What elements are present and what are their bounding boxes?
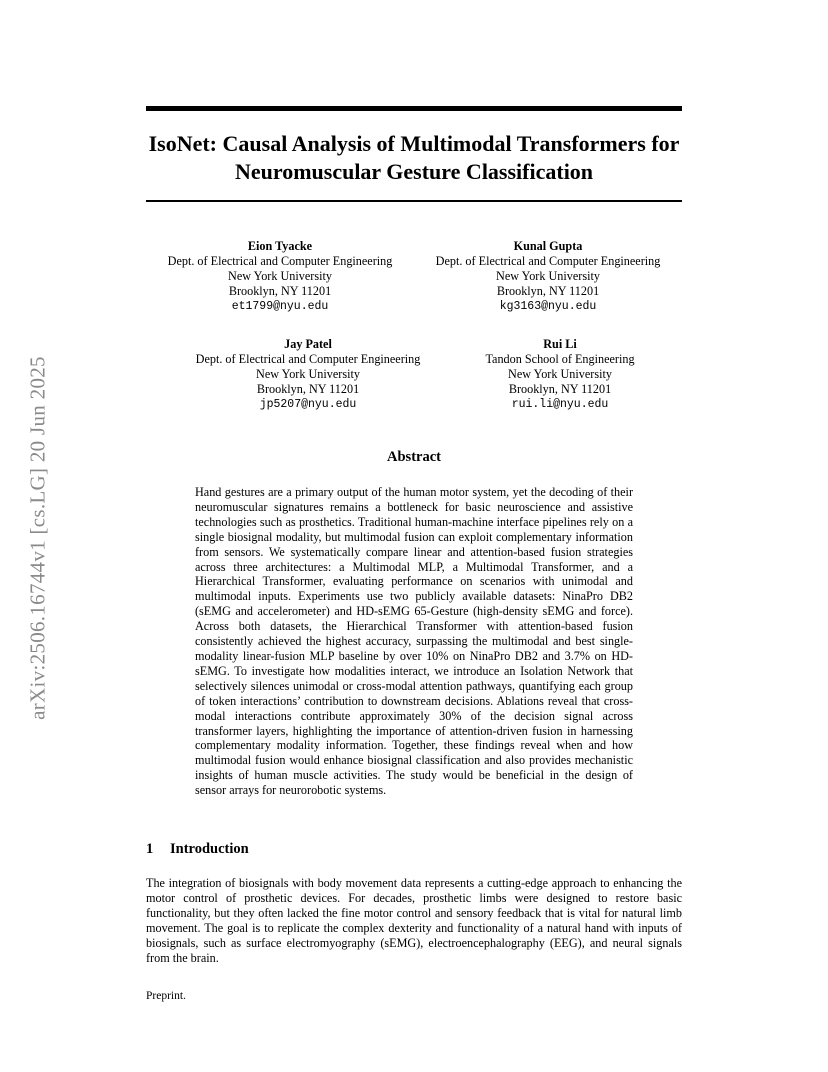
- author-city: Brooklyn, NY 11201: [256, 382, 360, 396]
- author-city: Brooklyn, NY 11201: [496, 284, 600, 298]
- preprint-footer: Preprint.: [146, 990, 186, 1002]
- author-name: Jay Patel: [284, 337, 332, 351]
- section-number: 1: [146, 841, 154, 857]
- section-title: Introduction: [170, 841, 249, 857]
- author-city: Brooklyn, NY 11201: [228, 284, 332, 298]
- section-heading: [146, 841, 249, 858]
- author-block: [408, 239, 688, 314]
- introduction-body: The integration of biosignals with body movement data represents a cutting-edge approach to enhancing the motor control of prosthetic devices. For decades, prosthetic limbs were designed to restore basic functionality, but they often lacked the fine motor control and sensory feedback that is vital for natural limb movement. The goal is to replicate the complex dexterity and functionality of a natural hand with inputs of biosignals, such as surface electromyography (sEMG), electroencephalography (EEG), and neural signals from the brain.: [146, 876, 682, 965]
- paper-title: IsoNet: Causal Analysis of Multimodal Transformers for Neuromuscular Gesture Classification: [148, 131, 680, 184]
- author-name: Rui Li: [543, 337, 577, 351]
- arxiv-identifier: arXiv:2506.16744v1 [cs.LG] 20 Jun 2025: [25, 356, 50, 720]
- author-email: et1799@nyu.edu: [231, 300, 329, 313]
- title-bottom-rule: [146, 200, 682, 202]
- abstract-heading: Abstract: [387, 449, 441, 465]
- author-dept: Dept. of Electrical and Computer Engineering: [195, 352, 421, 366]
- author-block: [420, 337, 700, 412]
- author-institution: New York University: [508, 367, 612, 381]
- author-block: [168, 337, 448, 412]
- author-email: kg3163@nyu.edu: [499, 300, 597, 313]
- author-dept: Tandon School of Engineering: [485, 352, 635, 366]
- author-institution: New York University: [496, 269, 600, 283]
- author-dept: Dept. of Electrical and Computer Engineering: [435, 254, 661, 268]
- author-institution: New York University: [228, 269, 332, 283]
- author-email: jp5207@nyu.edu: [259, 398, 357, 411]
- author-block: [140, 239, 420, 314]
- author-email: rui.li@nyu.edu: [511, 398, 609, 411]
- title-top-rule: [146, 106, 682, 111]
- author-institution: New York University: [256, 367, 360, 381]
- author-dept: Dept. of Electrical and Computer Engineering: [167, 254, 393, 268]
- author-name: Kunal Gupta: [513, 239, 583, 253]
- abstract-body: Hand gestures are a primary output of the human motor system, yet the decoding of their neuromuscular signatures remains a bottleneck for basic neuroscience and assistive technologies such as prosthetics. Traditional human-machine interface pipelines rely on a single biosignal modality, but multimodal fusion can exploit complementary information from sensors. We systematically compare linear and attention-based fusion strategies across three architectures: a Multimodal MLP, a Multimodal Transformer, and a Hierarchical Transformer, evaluating performance on scenarios with unimodal and multimodal inputs. Experiments use two publicly available datasets: NinaPro DB2 (sEMG and accelerometer) and HD-sEMG 65-Gesture (high-density sEMG and force). Across both datasets, the Hierarchical Transformer with attention-based fusion consistently achieved the highest accuracy, surpassing the multimodal and best single-modality linear-fusion MLP baseline by over 10% on NinaPro DB2 and 3.7% on HD-sEMG. To investigate how modalities interact, we introduce an Isolation Network that selectively silences unimodal or cross-modal attention pathways, quantifying each group of token interactions’ contribution to downstream decisions. Ablations reveal that cross-modal interactions contribute approximately 30% of the decision signal across transformer layers, highlighting the importance of attention-driven fusion in harnessing complementary modality information. Together, these findings reveal when and how multimodal fusion would enhance biosignal classification and also provides mechanistic insights of human muscle activities. The study would be beneficial in the design of sensor arrays for neurorobotic systems.: [195, 485, 633, 798]
- author-name: Eion Tyacke: [247, 239, 313, 253]
- author-city: Brooklyn, NY 11201: [508, 382, 612, 396]
